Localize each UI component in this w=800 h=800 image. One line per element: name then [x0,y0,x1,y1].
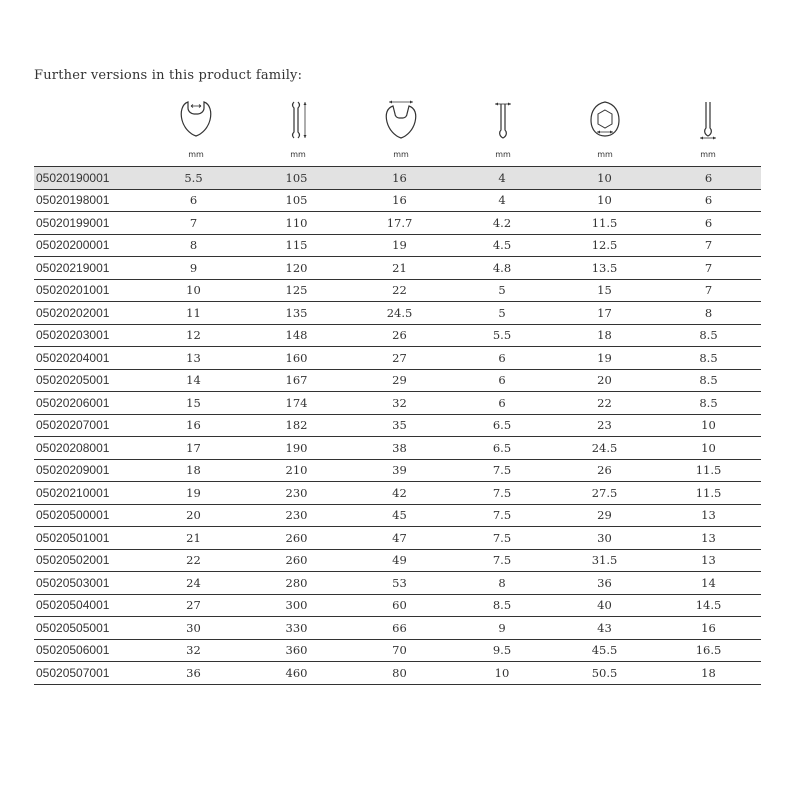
table-row [34,234,761,257]
dimension-cell: 42 [348,482,451,505]
dimension-cell: 27.5 [553,482,656,505]
dimension-cell: 8.5 [656,392,761,415]
dimension-cell: 13 [142,347,245,370]
dimension-cell: 5.5 [142,167,245,190]
dimension-cell: 45.5 [553,639,656,662]
dimension-cell: 19 [553,347,656,370]
column-icon-header [34,98,761,164]
dimension-cell: 16 [656,617,761,640]
unit-label: mm [700,150,716,159]
article-number-cell: 05020503001 [34,572,142,595]
article-number-cell: 05020504001 [34,594,142,617]
dimension-cell: 13.5 [553,257,656,280]
dimension-cell: 36 [142,662,245,685]
ring-end-icon [585,98,625,142]
dimension-cell: 24.5 [553,437,656,460]
article-number-cell: 05020501001 [34,527,142,550]
dimension-cell: 39 [348,459,451,482]
table-row [34,414,761,437]
dimension-cell: 19 [348,234,451,257]
dimension-cell: 210 [245,459,348,482]
dimension-cell: 21 [142,527,245,550]
table-row [34,324,761,347]
table-row [34,594,761,617]
dimension-cell: 330 [245,617,348,640]
dimension-cell: 7 [142,212,245,235]
article-number-cell: 05020500001 [34,504,142,527]
dimension-cell: 24.5 [348,302,451,325]
dimension-cell: 31.5 [553,549,656,572]
column-header-1 [156,98,236,164]
article-number-cell: 05020507001 [34,662,142,685]
dimension-cell: 47 [348,527,451,550]
dimension-cell: 360 [245,639,348,662]
table-row [34,482,761,505]
article-number-cell: 05020210001 [34,482,142,505]
column-header-3 [361,98,441,164]
dimension-cell: 8.5 [656,324,761,347]
dimension-cell: 29 [553,504,656,527]
article-number-cell: 05020203001 [34,324,142,347]
dimension-cell: 5 [451,279,553,302]
dimension-cell: 5 [451,302,553,325]
dimension-cell: 110 [245,212,348,235]
table-row [34,189,761,212]
dimension-cell: 16 [348,189,451,212]
dimension-cell: 45 [348,504,451,527]
table-row [34,617,761,640]
dimension-cell: 174 [245,392,348,415]
dimension-cell: 11 [142,302,245,325]
dimension-cell: 260 [245,527,348,550]
table-row [34,639,761,662]
dimension-cell: 115 [245,234,348,257]
dimension-cell: 20 [142,504,245,527]
column-header-4 [463,98,543,164]
table-row [34,302,761,325]
dimension-cell: 17.7 [348,212,451,235]
unit-label: mm [290,150,306,159]
table-row [34,437,761,460]
dimension-cell: 167 [245,369,348,392]
dimension-cell: 66 [348,617,451,640]
dimension-cell: 4.5 [451,234,553,257]
dimension-cell: 17 [553,302,656,325]
dimension-cell: 7.5 [451,504,553,527]
column-header-6 [668,98,748,164]
spec-table [34,166,761,685]
dimension-cell: 29 [348,369,451,392]
article-number-cell: 05020208001 [34,437,142,460]
table-row [34,392,761,415]
dimension-cell: 30 [553,527,656,550]
dimension-cell: 460 [245,662,348,685]
article-number-cell: 05020209001 [34,459,142,482]
dimension-cell: 8 [142,234,245,257]
open-end-width-icon [381,98,421,142]
length-icon [278,98,318,142]
article-number-cell: 05020205001 [34,369,142,392]
dimension-cell: 26 [348,324,451,347]
dimension-cell: 182 [245,414,348,437]
dimension-cell: 8 [656,302,761,325]
dimension-cell: 10 [553,189,656,212]
article-number-cell: 05020206001 [34,392,142,415]
table-row [34,549,761,572]
dimension-cell: 105 [245,167,348,190]
dimension-cell: 14 [142,369,245,392]
table-row [34,572,761,595]
dimension-cell: 36 [553,572,656,595]
table-row [34,212,761,235]
dimension-cell: 22 [553,392,656,415]
article-number-cell: 05020201001 [34,279,142,302]
dimension-cell: 105 [245,189,348,212]
dimension-cell: 50.5 [553,662,656,685]
dimension-cell: 15 [553,279,656,302]
dimension-cell: 13 [656,549,761,572]
table-row [34,347,761,370]
section-heading: Further versions in this product family: [34,68,303,83]
dimension-cell: 35 [348,414,451,437]
dimension-cell: 10 [142,279,245,302]
article-number-cell: 05020202001 [34,302,142,325]
dimension-cell: 7.5 [451,482,553,505]
dimension-cell: 14.5 [656,594,761,617]
unit-label: mm [188,150,204,159]
dimension-cell: 135 [245,302,348,325]
dimension-cell: 18 [656,662,761,685]
dimension-cell: 10 [553,167,656,190]
dimension-cell: 125 [245,279,348,302]
dimension-cell: 19 [142,482,245,505]
dimension-cell: 260 [245,549,348,572]
dimension-cell: 32 [348,392,451,415]
dimension-cell: 7.5 [451,549,553,572]
article-number-cell: 05020199001 [34,212,142,235]
dimension-cell: 9.5 [451,639,553,662]
dimension-cell: 190 [245,437,348,460]
dimension-cell: 6 [656,189,761,212]
column-header-2 [258,98,338,164]
dimension-cell: 230 [245,504,348,527]
article-number-cell: 05020207001 [34,414,142,437]
dimension-cell: 6 [142,189,245,212]
unit-label: mm [393,150,409,159]
article-number-cell: 05020198001 [34,189,142,212]
dimension-cell: 13 [656,527,761,550]
dimension-cell: 26 [553,459,656,482]
dimension-cell: 6 [656,212,761,235]
unit-label: mm [495,150,511,159]
dimension-cell: 4.2 [451,212,553,235]
dimension-cell: 6.5 [451,414,553,437]
dimension-cell: 7.5 [451,527,553,550]
dimension-cell: 6.5 [451,437,553,460]
dimension-cell: 300 [245,594,348,617]
dimension-cell: 23 [553,414,656,437]
dimension-cell: 21 [348,257,451,280]
dimension-cell: 4 [451,189,553,212]
dimension-cell: 22 [142,549,245,572]
dimension-cell: 7 [656,234,761,257]
table-row [34,459,761,482]
article-number-cell: 05020219001 [34,257,142,280]
dimension-cell: 148 [245,324,348,347]
dimension-cell: 16.5 [656,639,761,662]
dimension-cell: 4 [451,167,553,190]
dimension-cell: 22 [348,279,451,302]
dimension-cell: 7 [656,257,761,280]
dimension-cell: 17 [142,437,245,460]
dimension-cell: 9 [451,617,553,640]
dimension-cell: 280 [245,572,348,595]
dimension-cell: 6 [451,392,553,415]
dimension-cell: 70 [348,639,451,662]
dimension-cell: 160 [245,347,348,370]
dimension-cell: 8 [451,572,553,595]
dimension-cell: 8.5 [656,369,761,392]
dimension-cell: 10 [656,414,761,437]
dimension-cell: 120 [245,257,348,280]
dimension-cell: 7.5 [451,459,553,482]
table-row [34,279,761,302]
dimension-cell: 4.8 [451,257,553,280]
dimension-cell: 49 [348,549,451,572]
dimension-cell: 10 [451,662,553,685]
dimension-cell: 27 [348,347,451,370]
dimension-cell: 11.5 [553,212,656,235]
thickness-icon [483,98,523,142]
dimension-cell: 9 [142,257,245,280]
dimension-cell: 27 [142,594,245,617]
dimension-cell: 10 [656,437,761,460]
table-row [34,662,761,685]
dimension-cell: 18 [142,459,245,482]
table-row [34,369,761,392]
article-number-cell: 05020505001 [34,617,142,640]
dimension-cell: 12 [142,324,245,347]
unit-label: mm [597,150,613,159]
dimension-cell: 16 [142,414,245,437]
dimension-cell: 40 [553,594,656,617]
dimension-cell: 11.5 [656,482,761,505]
dimension-cell: 230 [245,482,348,505]
column-header-5 [565,98,645,164]
dimension-cell: 6 [451,369,553,392]
article-number-cell: 05020502001 [34,549,142,572]
dimension-cell: 80 [348,662,451,685]
dimension-cell: 6 [451,347,553,370]
article-number-cell: 05020190001 [34,167,142,190]
dimension-cell: 13 [656,504,761,527]
dimension-cell: 6 [656,167,761,190]
table-row [34,504,761,527]
handle-thickness-icon [688,98,728,142]
dimension-cell: 32 [142,639,245,662]
dimension-cell: 24 [142,572,245,595]
dimension-cell: 53 [348,572,451,595]
article-number-cell: 05020506001 [34,639,142,662]
article-number-cell: 05020200001 [34,234,142,257]
table-row [34,527,761,550]
dimension-cell: 16 [348,167,451,190]
article-number-cell: 05020204001 [34,347,142,370]
dimension-cell: 12.5 [553,234,656,257]
dimension-cell: 7 [656,279,761,302]
dimension-cell: 20 [553,369,656,392]
dimension-cell: 5.5 [451,324,553,347]
open-end-jaw-icon [176,98,216,142]
table-row [34,257,761,280]
dimension-cell: 60 [348,594,451,617]
dimension-cell: 8.5 [451,594,553,617]
dimension-cell: 14 [656,572,761,595]
dimension-cell: 43 [553,617,656,640]
dimension-cell: 38 [348,437,451,460]
dimension-cell: 15 [142,392,245,415]
dimension-cell: 11.5 [656,459,761,482]
dimension-cell: 18 [553,324,656,347]
table-row [34,167,761,190]
dimension-cell: 30 [142,617,245,640]
dimension-cell: 8.5 [656,347,761,370]
